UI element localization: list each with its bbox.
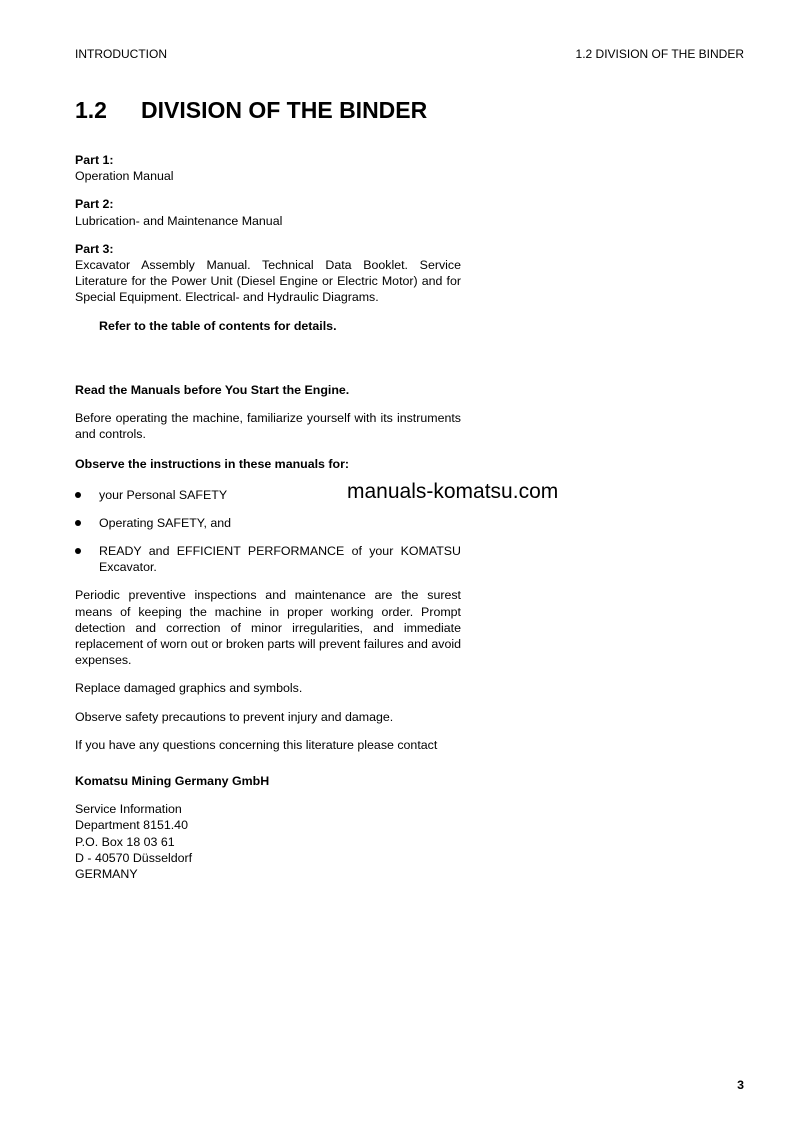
bullet-icon: [75, 492, 81, 498]
page-number: 3: [737, 1078, 744, 1092]
section-number: 1.2: [75, 97, 107, 123]
address-line: D - 40570 Düsseldorf: [75, 850, 193, 865]
page-title: [75, 96, 427, 124]
bullet-icon: [75, 548, 81, 554]
list-item: Operating SAFETY, and: [75, 515, 461, 531]
observe-heading: Observe the instructions in these manuals for:: [75, 457, 350, 472]
part-text: Lubrication- and Maintenance Manual: [75, 213, 283, 228]
part-label: Part 1:: [75, 153, 114, 167]
part-text: Excavator Assembly Manual. Technical Data Booklet. Service Literature for the Power Unit (Diesel Engine or Electric Motor) and for Special Equipment. Electrical- and Hydraulic Diagrams.: [75, 258, 461, 305]
body-paragraph: Replace damaged graphics and symbols.: [75, 681, 303, 696]
body-paragraph: If you have any questions concerning this literature please contact: [75, 737, 438, 752]
read-text: Before operating the machine, familiarize yourself with its instruments and controls.: [75, 411, 461, 442]
main-column: [75, 152, 461, 882]
read-heading: Read the Manuals before You Start the Engine.: [75, 382, 350, 397]
section-title: DIVISION OF THE BINDER: [141, 97, 428, 123]
part-label: Part 3:: [75, 241, 114, 256]
address-line: Department 8151.40: [75, 818, 188, 833]
running-header-title: 1.2 DIVISION OF THE BINDER: [575, 47, 744, 61]
address-line: Service Information: [75, 802, 182, 817]
refer-note: Refer to the table of contents for details.: [99, 318, 337, 333]
company-name: Komatsu Mining Germany GmbH: [75, 774, 270, 789]
address-block: [75, 801, 461, 882]
body-paragraph: Periodic preventive inspections and maintenance are the surest means of keeping the machine in proper working order. Prompt detection and correction of minor irregularities, and immediate replacement of worn out or broken parts will prevent failures and avoid expenses.: [75, 588, 461, 668]
address-line: GERMANY: [75, 867, 138, 882]
list-item: your Personal SAFETY: [75, 487, 461, 503]
part-text: Operation Manual: [75, 169, 174, 184]
list-item: READY and EFFICIENT PERFORMANCE of your KOMATSU Excavator.: [75, 543, 461, 575]
bullet-icon: [75, 520, 81, 526]
running-header-section: INTRODUCTION: [75, 47, 167, 61]
address-line: P.O. Box 18 03 61: [75, 834, 175, 849]
part-label: Part 2:: [75, 197, 114, 212]
body-paragraph: Observe safety precautions to prevent injury and damage.: [75, 709, 394, 724]
watermark-text: manuals-komatsu.com: [347, 480, 559, 503]
